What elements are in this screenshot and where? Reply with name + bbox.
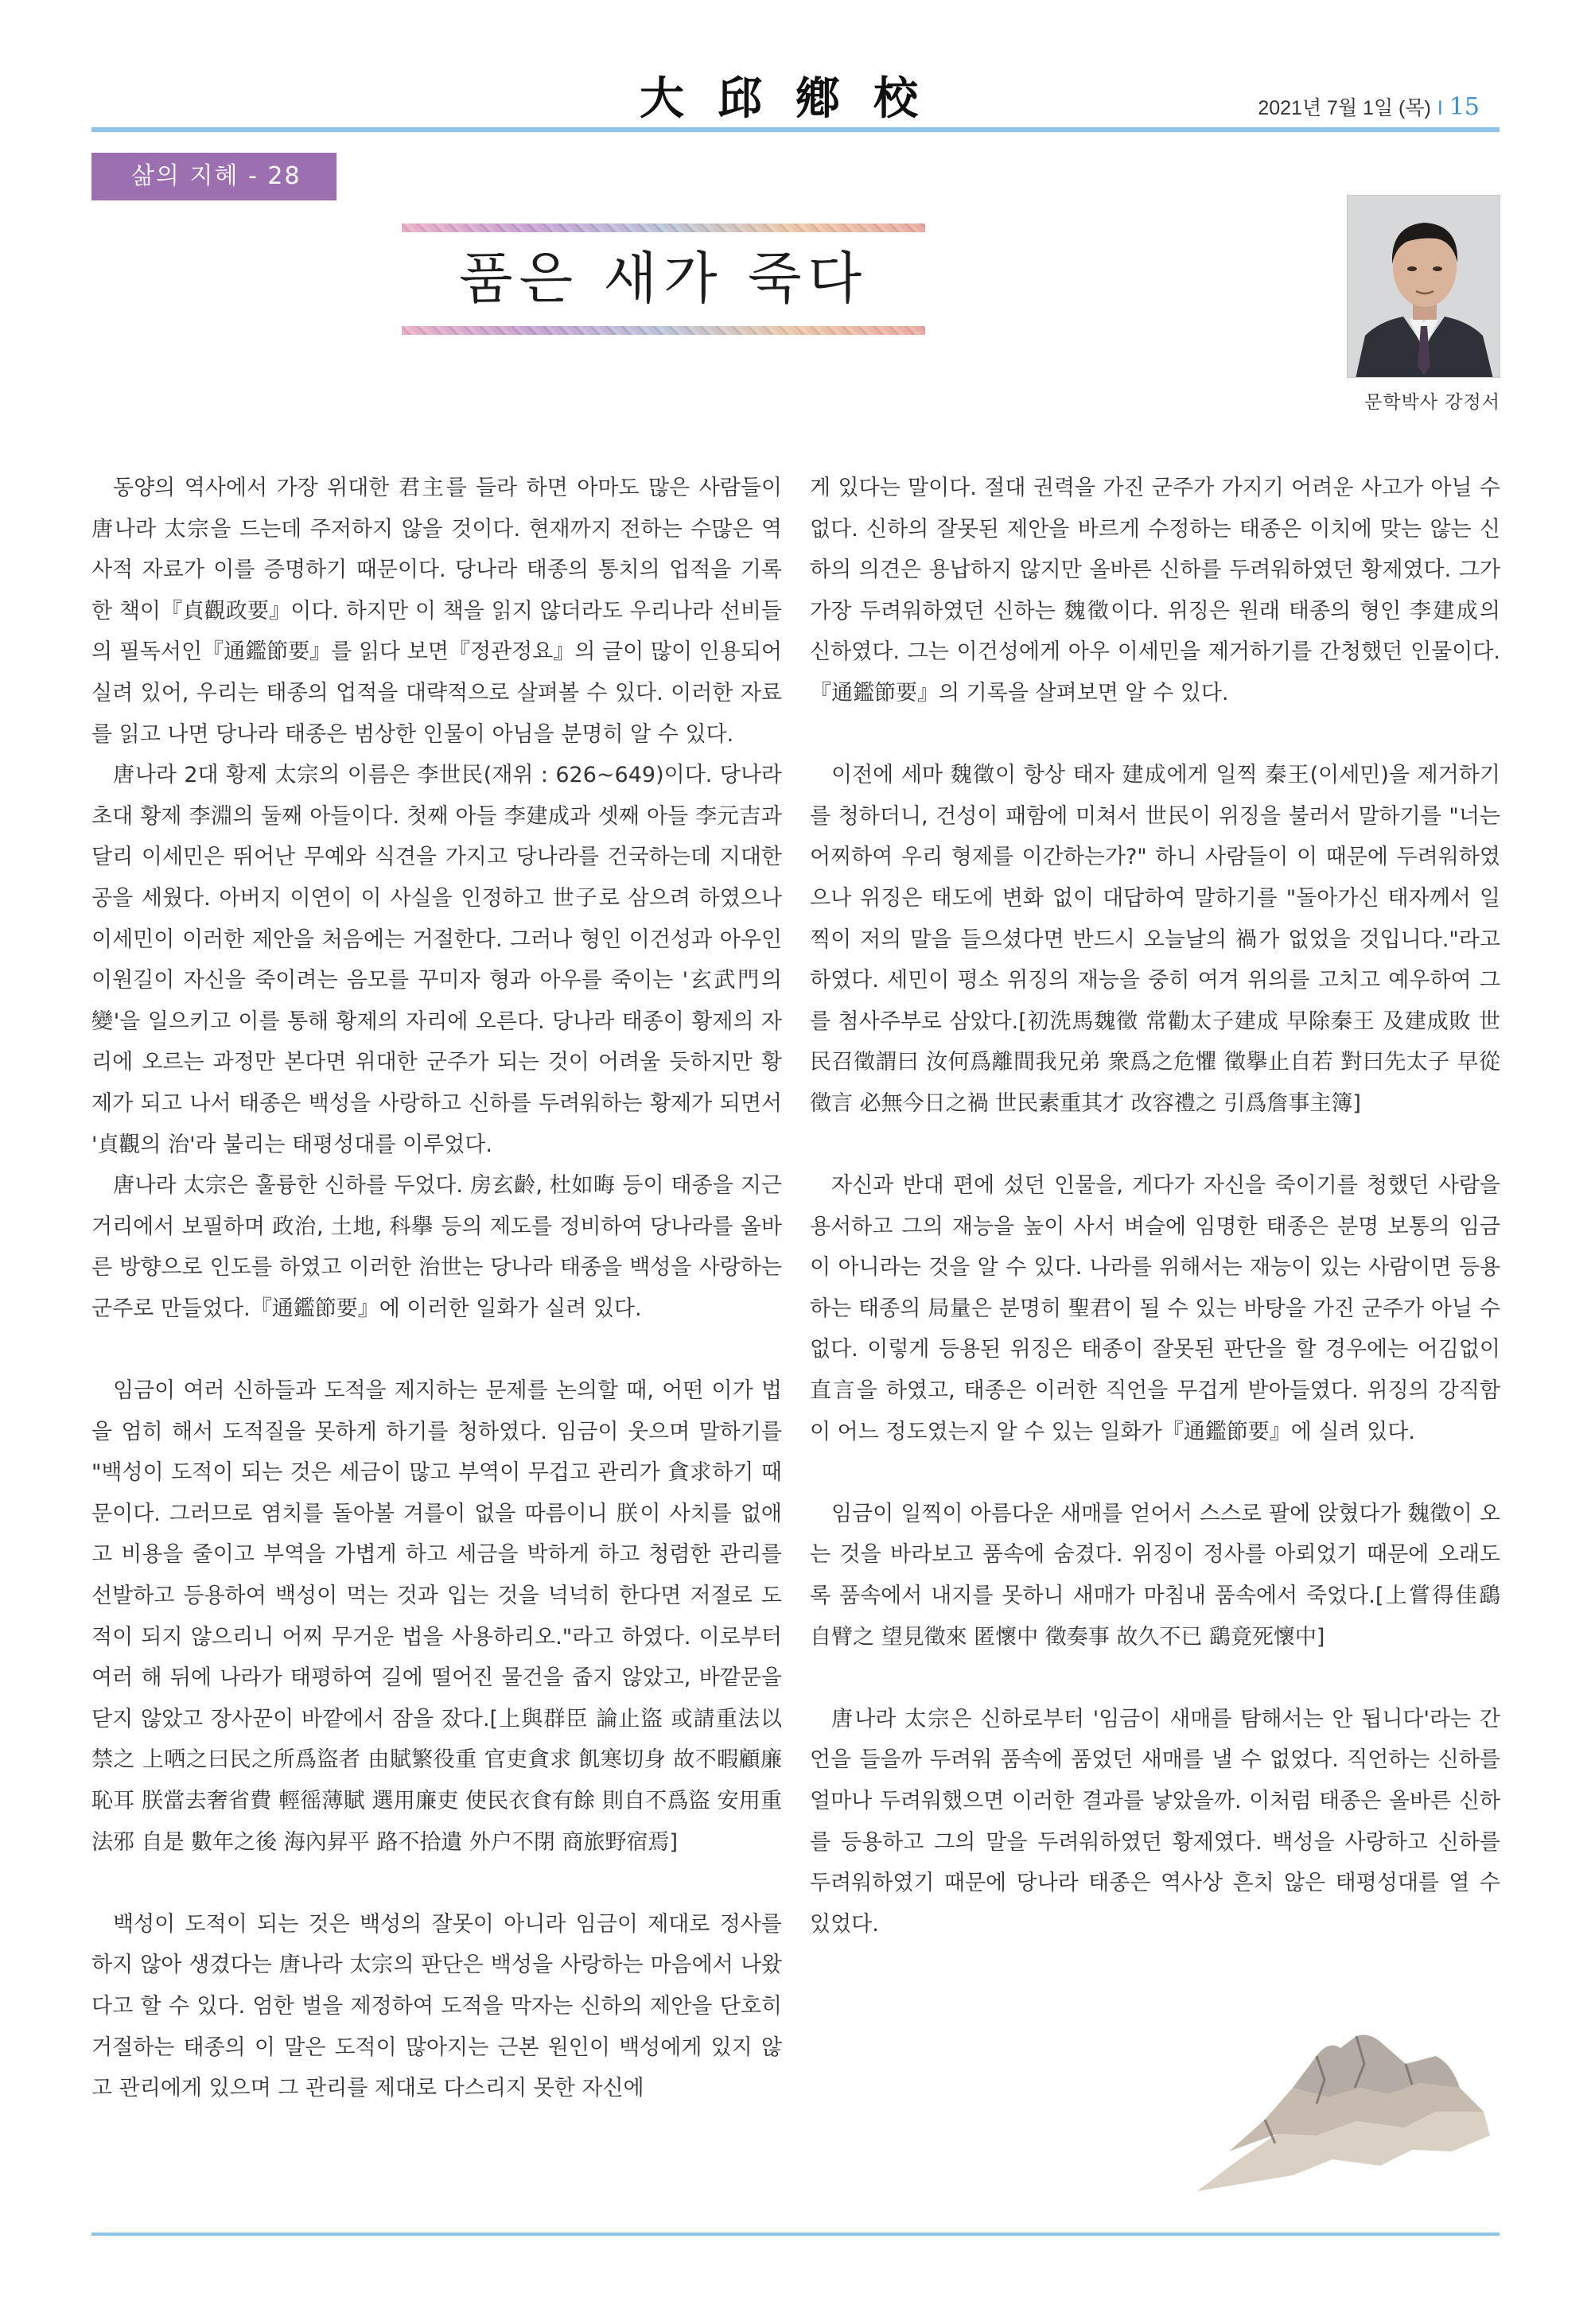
- article-paragraph: 이전에 세마 魏徵이 항상 태자 建成에게 일찍 秦王(이세민)을 제거하기를 청하더니, 건성이 패함에 미쳐서 世民이 위징을 불러서 말하기를 "너는 어찌하여 우리 형제를 이간하는가?" 하니 사람들이 이 때문에 두려워하였으나 위징은 태도에 변화 없이 대답하여 말하기를 "돌아가신 태자께서 일찍이 저의 말을 들으셨다면 반드시 오늘날의 禍가 없었을 것입니다."라고 하였다. 세민이 평소 위징의 재능을 중히 여겨 위의를 고치고 예우하여 그를 첨사주부로 삼았다.[初洗馬魏徵 常勸太子建成 早除秦王 及建成敗 世民召徵謂曰 汝何爲離間我兄弟 衆爲之危懼 徵擧止自若 對曰先太子 早從徵言 必無今日之禍 世民素重其才 改容禮之 引爲詹事主簿]: [810, 763, 1500, 1116]
- page-number: 15: [1449, 93, 1480, 121]
- article-paragraph: 게 있다는 말이다. 절대 권력을 가진 군주가 가지기 어려운 사고가 아닐 수 없다. 신하의 잘못된 제안을 바르게 수정하는 태종은 이치에 맞는 않는 신하의 의견은 용납하지 않지만 올바른 신하를 두려워하였던 황제였다. 그가 가장 두려워하였던 신하는 魏徵이다. 위징은 원래 태종의 형인 李建成의 신하였다. 그는 이건성에게 아우 이세민을 제거하기를 간청했던 인물이다.『通鑑節要』의 기록을 살펴보면 알 수 있다.: [810, 476, 1500, 705]
- issue-date: 2021년 7월 1일 (목): [1258, 97, 1431, 119]
- article-paragraph: 임금이 일찍이 아름다운 새매를 얻어서 스스로 팔에 앉혔다가 魏徵이 오는 것을 바라보고 품속에 숨겼다. 위징이 정사를 아뢰었기 때문에 오래도록 품속에서 내지를 못하니 새매가 마침내 품속에서 죽었다.[上嘗得佳鷂 自臂之 望見徵來 匿懷中 徵奏事 故久不已 鷂竟死懷中]: [810, 1501, 1500, 1650]
- article-paragraph: 백성이 도적이 되는 것은 백성의 잘못이 아니라 임금이 제대로 정사를 하지 않아 생겼다는 唐나라 太宗의 판단은 백성을 사랑하는 마음에서 나왔다고 할 수 있다. 엄한 벌을 제정하여 도적을 막자는 신하의 제안을 단호히 거절하는 태종의 이 말은 도적이 많아지는 근본 원인이 백성에게 있지 않고 관리에게 있으며 그 관리를 제대로 다스리지 못한 자신에: [91, 1911, 782, 2101]
- article-paragraph: 唐나라 太宗은 훌륭한 신하를 두었다. 房玄齡, 杜如晦 등이 태종을 지근 거리에서 보필하며 政治, 土地, 科擧 등의 제도를 정비하여 당나라를 올바른 방향으로 인도를 하였고 이러한 治世는 당나라 태종을 백성을 사랑하는 군주로 만들었다.『通鑑節要』에 이러한 일화가 실려 있다.: [91, 1173, 782, 1321]
- author-photo: [1347, 195, 1500, 378]
- article-paragraph: 자신과 반대 편에 섰던 인물을, 게다가 자신을 죽이기를 청했던 사람을 용서하고 그의 재능을 높이 사서 벼슬에 임명한 태종은 분명 보통의 임금이 아니라는 것을 알 수 있다. 나라를 위해서는 재능이 있는 사람이면 등용하는 태종의 局量은 분명히 聖君이 될 수 있는 바탕을 가진 군주가 아닐 수 없다. 이렇게 등용된 위징은 태종이 잘못된 판단을 할 경우에는 어김없이 直言을 하였고, 태종은 이러한 직언을 무겁게 받아들였다. 위징의 강직함이 어느 정도였는지 알 수 있는 일화가『通鑑節要』에 실려 있다.: [810, 1173, 1500, 1444]
- mountain-illustration: [1197, 2032, 1492, 2195]
- footer-rule: [91, 2233, 1500, 2236]
- issue-date-line: [1258, 92, 1480, 121]
- author-caption: 문학박사 강정서: [1364, 392, 1500, 413]
- article-paragraph: 唐나라 2대 황제 太宗의 이름은 李世民(재위 : 626~649)이다. 당나라 초대 황제 李淵의 둘째 아들이다. 첫째 아들 李建成과 셋째 아들 李元吉과 달리 이세민은 뛰어난 무예와 식견을 가지고 당나라를 건국하는데 지대한 공을 세웠다. 아버지 이연이 이 사실을 인정하고 世子로 삼으려 하였으나 이세민이 이러한 제안을 처음에는 거절한다. 그러나 형인 이건성과 아우인 이원길이 자신을 죽이려는 음모를 꾸미자 형과 아우를 죽이는 '玄武門의 變'을 일으키고 이를 통해 황제의 자리에 오른다. 당나라 태종이 황제의 자리에 오르는 과정만 본다면 위대한 군주가 되는 것이 어려울 듯하지만 황제가 되고 나서 태종은 백성을 사랑하고 신하를 두려워하는 황제가 되면서 '貞觀의 治'라 불리는 태평성대를 이루었다.: [91, 763, 782, 1157]
- article-title: 품은 새가 죽다: [458, 246, 869, 311]
- article-paragraph: 唐나라 太宗은 신하로부터 '임금이 새매를 탐해서는 안 됩니다'라는 간언을 들을까 두려워 품속에 품었던 새매를 낼 수 없었다. 직언하는 신하를 얼마나 두려워했으면 이러한 결과를 낳았을까. 이처럼 태종은 올바른 신하를 등용하고 그의 말을 두려워하였던 황제였다. 백성을 사랑하고 신하를 두려워하였기 때문에 당나라 태종은 역사상 흔치 않은 태평성대를 열 수 있었다.: [810, 1706, 1500, 1937]
- article-paragraph: 동양의 역사에서 가장 위대한 君主를 들라 하면 아마도 많은 사람들이 唐나라 太宗을 드는데 주저하지 않을 것이다. 현재까지 전하는 수많은 역사적 자료가 이를 증명하기 때문이다. 당나라 태종의 통치의 업적을 기록한 책이『貞觀政要』이다. 하지만 이 책을 읽지 않더라도 우리나라 선비들의 필독서인『通鑑節要』를 읽다 보면『정관정요』의 글이 많이 인용되어 실려 있어, 우리는 태종의 업적을 대략적으로 살펴볼 수 있다. 이러한 자료를 읽고 나면 당나라 태종은 범상한 인물이 아님을 분명히 알 수 있다.: [91, 476, 782, 747]
- title-decoration-top: [402, 223, 925, 232]
- series-badge: 삶의 지혜 - 28: [91, 153, 336, 200]
- title-decoration-bottom: [402, 326, 925, 335]
- date-separator: I: [1437, 97, 1443, 119]
- header-rule: [91, 127, 1500, 132]
- article-column-left: [91, 468, 782, 2109]
- author-portrait-image: [1348, 196, 1500, 378]
- newspaper-masthead: 大邱鄕校: [640, 72, 951, 125]
- article-column-right: [810, 468, 1500, 1945]
- article-paragraph: 임금이 여러 신하들과 도적을 제지하는 문제를 논의할 때, 어떤 이가 법을 엄히 해서 도적질을 못하게 하기를 청하였다. 임금이 웃으며 말하기를 "백성이 도적이 되는 것은 세금이 많고 부역이 무겁고 관리가 貪求하기 때문이다. 그러므로 염치를 돌아볼 겨를이 없을 따름이니 朕이 사치를 없애고 비용을 줄이고 부역을 가볍게 하고 세금을 박하게 하고 청렴한 관리를 선발하고 등용하여 백성이 먹는 것과 입는 것을 넉넉히 한다면 저절로 도적이 되지 않으리니 어찌 무거운 법을 사용하리오."라고 하였다. 이로부터 여러 해 뒤에 나라가 태평하여 길에 떨어진 물건을 줍지 않았고, 바깥문을 닫지 않았고 장사꾼이 바깥에서 잠을 잤다.[上與群臣 論止盜 或請重法以禁之 上哂之曰民之所爲盜者 由賦繁役重 官吏貪求 飢寒切身 故不暇顧廉恥耳 朕當去奢省費 輕徭薄賦 選用廉吏 使民衣食有餘 則自不爲盜 安用重法邪 自是 數年之後 海內昇平 路不拾遺 外户不閉 商旅野宿焉]: [91, 1378, 782, 1855]
